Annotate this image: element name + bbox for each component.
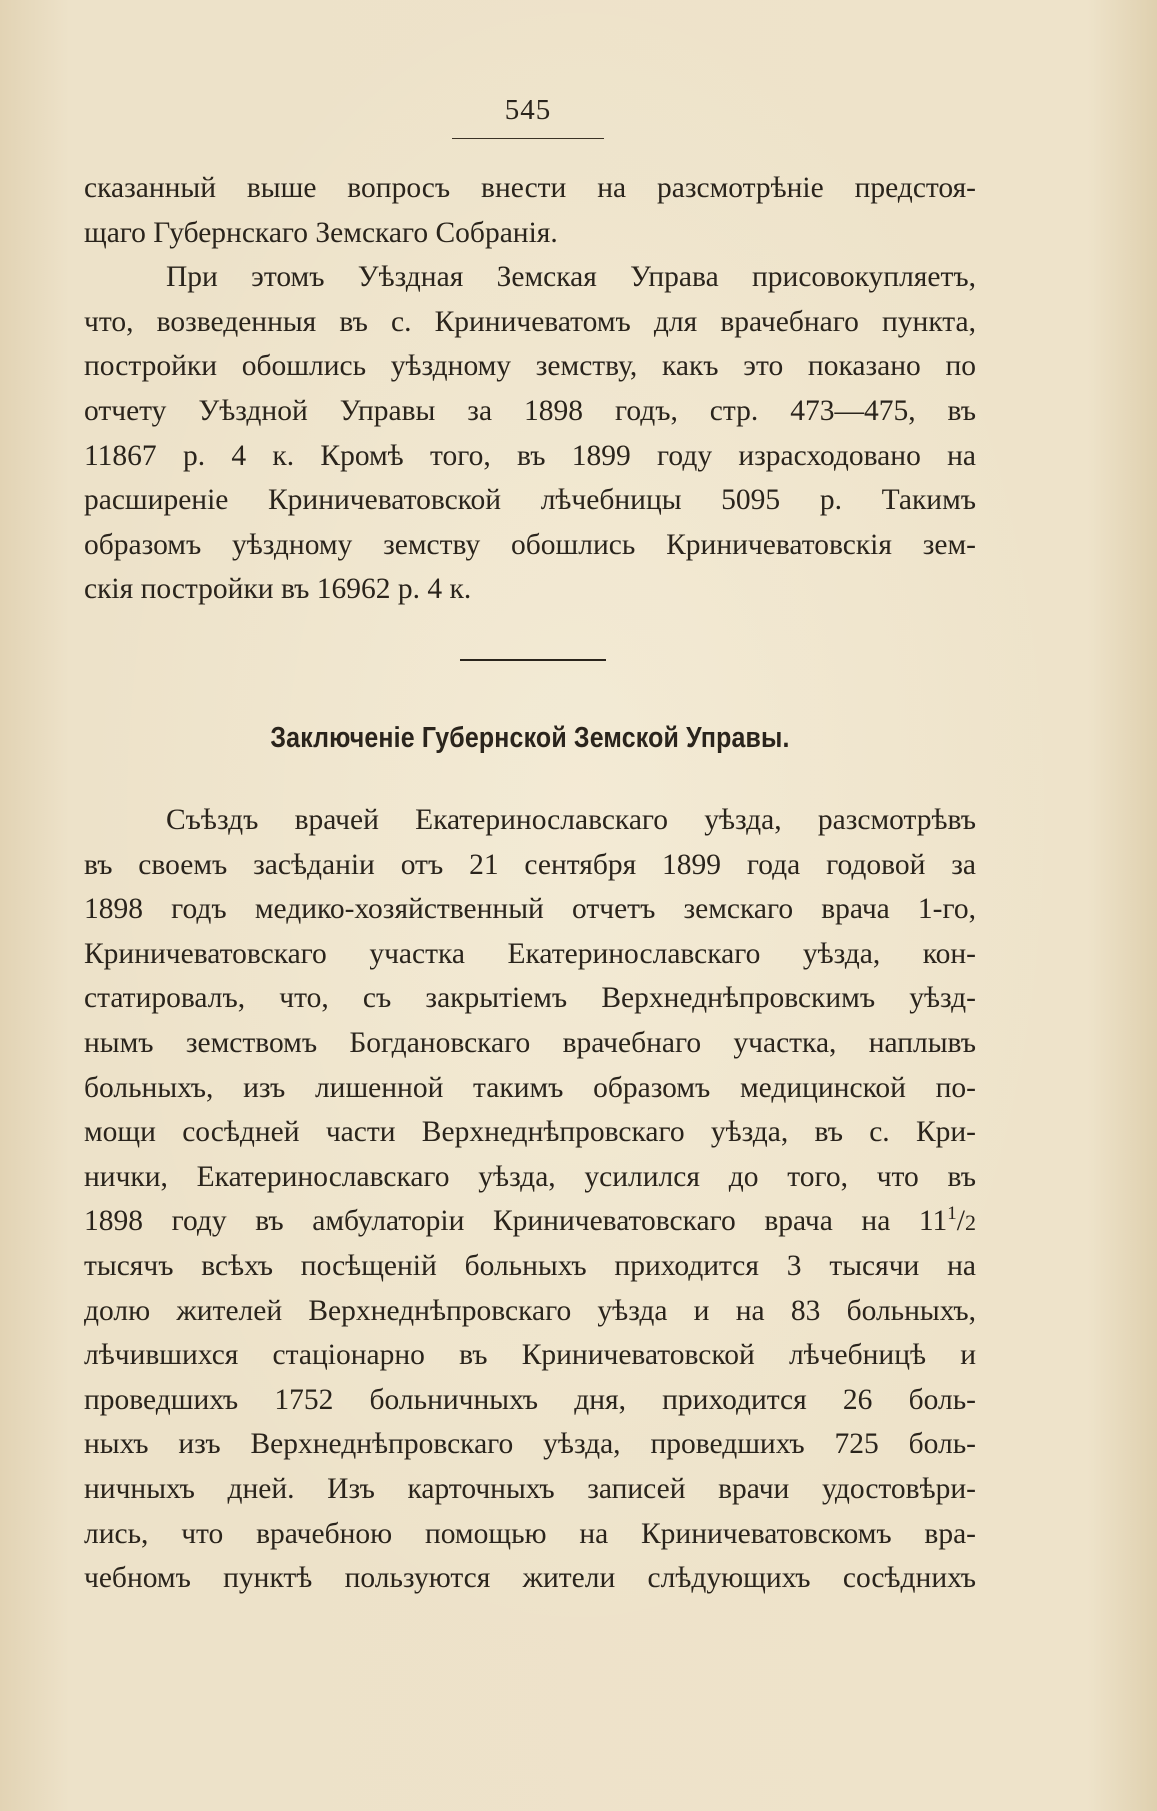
text-line: При этомъ Уѣздная Земская Управа присовокупляетъ, [166,261,976,294]
text-line: ныхъ изъ Верхнеднѣпровскаго уѣзда, проведшихъ 725 боль- [84,1428,976,1461]
text-line: ничныхъ дней. Изъ карточныхъ записей врачи удостовѣри- [84,1472,976,1505]
text-line: чебномъ пунктѣ пользуются жители слѣдующихъ сосѣднихъ [84,1562,976,1595]
text-line: отчету Уѣздной Управы за 1898 годъ, стр. 473—475, въ [84,394,976,427]
section-heading: Заключеніе Губернской Земской Управы. [270,722,790,754]
text-line: постройки обошлись уѣздному земству, какъ это показано по [84,350,976,383]
text-line: скія постройки въ 16962 р. 4 к. [84,573,472,606]
text-line: Съѣздъ врачей Екатеринославскаго уѣзда, разсмотрѣвъ [166,804,976,836]
fraction-separator: / [956,1205,965,1238]
text-line: расширеніе Криничеватовской лѣчебницы 5095 р. Такимъ [84,484,976,517]
text-line: больныхъ, изъ лишенной такимъ образомъ медицинской по- [84,1071,976,1104]
text-line: образомъ уѣздному земству обошлись Криничеватовскія зем- [84,528,976,561]
text-line-with-fraction [84,1199,976,1244]
text-line: проведшихъ 1752 больничныхъ дня, приходится 26 боль- [84,1383,976,1416]
text-line: мощи сосѣдней части Верхнеднѣпровскаго уѣзда, въ с. Кри- [84,1116,976,1149]
section-divider [460,659,606,661]
line-text: 1898 году въ амбулаторіи Криничеватовскаго врача на 11 [84,1205,948,1238]
text-line: 11867 р. 4 к. Кромѣ того, въ 1899 году израсходовано на [84,439,976,472]
text-line: тысячъ всѣхъ посѣщеній больныхъ приходится 3 тысячи на [84,1249,976,1282]
header-rule [452,138,604,139]
text-line: лѣчившихся стаціонарно въ Криничеватовской лѣчебницѣ и [84,1339,976,1372]
text-line: нымъ земствомъ Богдановскаго врачебнаго участка, наплывъ [84,1026,976,1059]
text-line: щаго Губернскаго Земскаго Собранія. [84,216,558,249]
fraction-numerator: 1 [947,1203,957,1225]
lower-text-block [84,798,976,1601]
text-line: статировалъ, что, съ закрытіемъ Верхнеднѣпровскимъ уѣзд- [84,982,976,1015]
text-line: нички, Екатеринославскаго уѣзда, усилился до того, что въ [84,1160,976,1193]
upper-text-block [84,166,976,612]
text-line: что, возведенныя въ с. Криничеватомъ для врачебнаго пункта, [84,305,976,338]
text-line: 1898 годъ медико-хозяйственный отчетъ земскаго врача 1-го, [84,893,976,926]
text-line: сказанный выше вопросъ внести на разсмотрѣніе предстоя- [84,172,976,204]
fraction-denominator: 2 [965,1210,976,1236]
page-number: 545 [504,94,552,126]
text-line: Криничеватовскаго участка Екатеринославскаго уѣзда, кон- [84,937,976,970]
text-line: въ своемъ засѣданіи отъ 21 сентября 1899 года годовой за [84,848,976,881]
text-line: долю жителей Верхнеднѣпровскаго уѣзда и на 83 больныхъ, [84,1294,976,1327]
text-line: лись, что врачебною помощью на Криничеватовскомъ вра- [84,1517,976,1550]
